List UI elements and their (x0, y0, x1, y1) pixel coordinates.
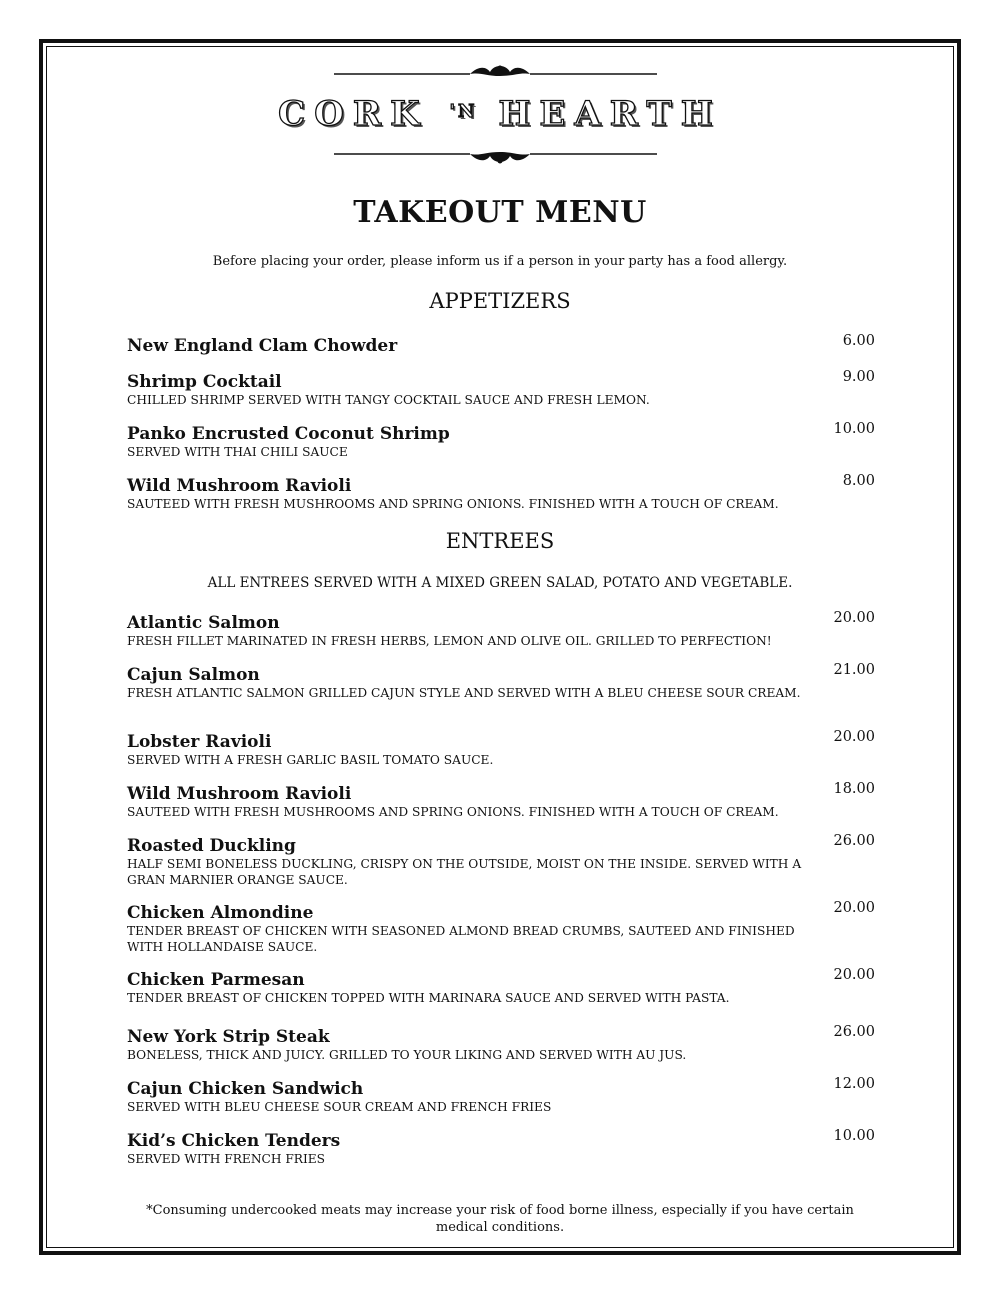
menu-item (127, 333, 875, 356)
item-price: 8.00 (842, 473, 875, 489)
menu-item (127, 833, 875, 888)
item-description: CHILLED SHRIMP SERVED WITH TANGY COCKTAIL SAUCE AND FRESH LEMON. (127, 393, 650, 407)
item-description: FRESH ATLANTIC SALMON GRILLED CAJUN STYLE AND SERVED WITH A BLEU CHEESE SOUR CREAM. (127, 686, 801, 700)
item-price: 20.00 (833, 729, 875, 745)
item-description: SERVED WITH THAI CHILI SAUCE (127, 445, 348, 459)
item-price: 12.00 (833, 1076, 875, 1092)
item-name: Atlantic Salmon (127, 613, 280, 633)
item-name: Kid’s Chicken Tenders (127, 1131, 341, 1151)
bottom-flourish-ornament (0, 148, 1000, 168)
item-description: SAUTEED WITH FRESH MUSHROOMS AND SPRING ONIONS. FINISHED WITH A TOUCH OF CREAM. (127, 497, 779, 511)
item-description: BONELESS, THICK AND JUICY. GRILLED TO YOUR LIKING AND SERVED WITH AU JUS. (127, 1048, 687, 1062)
allergy-notice: Before placing your order, please inform us if a person in your party has a food allergy. (212, 254, 788, 269)
item-price: 20.00 (833, 900, 875, 916)
item-name: Chicken Almondine (127, 903, 314, 923)
item-description: FRESH FILLET MARINATED IN FRESH HERBS, LEMON AND OLIVE OIL. GRILLED TO PERFECTION! (127, 634, 772, 648)
item-price: 21.00 (833, 662, 875, 678)
item-name: Shrimp Cocktail (127, 372, 282, 392)
item-price: 26.00 (833, 1024, 875, 1040)
item-description: SERVED WITH A FRESH GARLIC BASIL TOMATO SAUCE. (127, 753, 494, 767)
item-price: 9.00 (842, 369, 875, 385)
menu-item (127, 967, 875, 1006)
item-description: TENDER BREAST OF CHICKEN WITH SEASONED ALMOND BREAD CRUMBS, SAUTEED AND FINISHED WITH HOLLANDAISE SAUCE. (127, 924, 795, 954)
top-flourish-ornament (0, 62, 1000, 82)
menu-item (127, 1128, 875, 1167)
item-name: Cajun Salmon (127, 665, 260, 685)
menu-item (127, 662, 875, 701)
food-safety-disclaimer: *Consuming undercooked meats may increase your risk of food borne illness, especially if you have certain medical conditions. (146, 1203, 854, 1235)
item-price: 10.00 (833, 1128, 875, 1144)
item-description: TENDER BREAST OF CHICKEN TOPPED WITH MARINARA SAUCE AND SERVED WITH PASTA. (127, 991, 730, 1005)
logo-word-hearth: HEARTH (498, 94, 722, 134)
menu-item (127, 473, 875, 512)
menu-item (127, 729, 875, 768)
appetizers-heading: APPETIZERS (429, 289, 571, 313)
item-price: 10.00 (833, 421, 875, 437)
menu-item (127, 1076, 875, 1115)
item-name: Lobster Ravioli (127, 732, 272, 752)
item-price: 6.00 (842, 333, 875, 349)
entrees-heading: ENTREES (445, 529, 555, 553)
item-name: Chicken Parmesan (127, 970, 305, 990)
item-name: New England Clam Chowder (127, 336, 398, 356)
menu-item (127, 900, 875, 955)
item-price: 18.00 (833, 781, 875, 797)
item-name: Cajun Chicken Sandwich (127, 1079, 364, 1099)
item-description: SAUTEED WITH FRESH MUSHROOMS AND SPRING ONIONS. FINISHED WITH A TOUCH OF CREAM. (127, 805, 779, 819)
item-price: 26.00 (833, 833, 875, 849)
item-name: Wild Mushroom Ravioli (127, 476, 352, 496)
menu-item (127, 421, 875, 460)
entrees-note: ALL ENTREES SERVED WITH A MIXED GREEN SALAD, POTATO AND VEGETABLE. (207, 575, 793, 591)
menu-item (127, 610, 875, 649)
logo-word-cork: CORK (278, 94, 429, 134)
menu-item (127, 1024, 875, 1063)
item-name: Wild Mushroom Ravioli (127, 784, 352, 804)
item-price: 20.00 (833, 967, 875, 983)
item-price: 20.00 (833, 610, 875, 626)
item-name: Roasted Duckling (127, 836, 296, 856)
restaurant-logo (0, 94, 1000, 134)
item-description: HALF SEMI BONELESS DUCKLING, CRISPY ON THE OUTSIDE, MOIST ON THE INSIDE. SERVED WITH A GRAN MARNIER ORANGE SAUCE. (127, 857, 802, 887)
menu-title: TAKEOUT MENU (353, 195, 647, 230)
item-description: SERVED WITH BLEU CHEESE SOUR CREAM AND FRENCH FRIES (127, 1100, 552, 1114)
logo-word-n: 'N (449, 101, 478, 122)
item-name: Panko Encrusted Coconut Shrimp (127, 424, 450, 444)
menu-item (127, 369, 875, 408)
menu-item (127, 781, 875, 820)
item-name: New York Strip Steak (127, 1027, 330, 1047)
item-description: SERVED WITH FRENCH FRIES (127, 1152, 326, 1166)
